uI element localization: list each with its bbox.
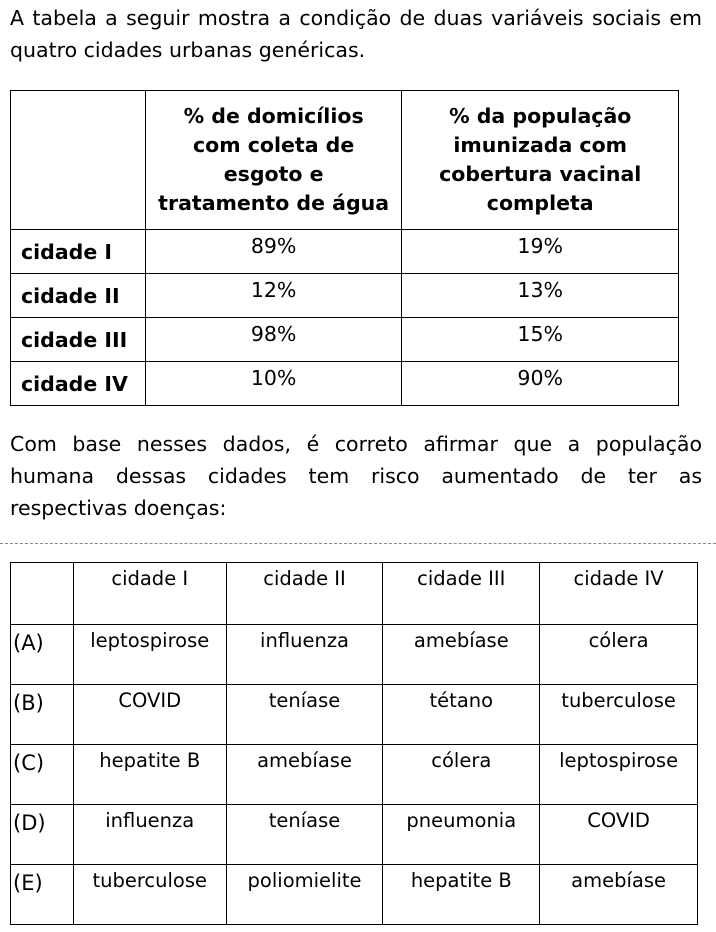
header-empty <box>11 91 146 230</box>
header-empty <box>11 563 74 625</box>
social-variables-table <box>10 90 679 406</box>
disease-cell: influenza <box>73 805 226 865</box>
table-header-row <box>11 91 679 230</box>
disease-cell: COVID <box>73 685 226 745</box>
table-row <box>11 318 679 362</box>
vaccine-value: 15% <box>402 318 679 362</box>
disease-cell: amebíase <box>540 865 698 925</box>
table-row <box>11 230 679 274</box>
sewage-value: 98% <box>145 318 402 362</box>
disease-cell: pneumonia <box>383 805 540 865</box>
vaccine-value: 90% <box>402 362 679 406</box>
sewage-value: 12% <box>145 274 402 318</box>
option-letter[interactable]: (B) <box>11 685 74 745</box>
table-row <box>11 274 679 318</box>
disease-cell: tuberculose <box>540 685 698 745</box>
header-vaccine: % da população imunizada com cobertura vacinal completa <box>402 91 679 230</box>
disease-cell: poliomielite <box>226 865 383 925</box>
option-row-b[interactable] <box>11 685 698 745</box>
disease-cell: amebíase <box>383 625 540 685</box>
disease-cell: tuberculose <box>73 865 226 925</box>
disease-cell: amebíase <box>226 745 383 805</box>
disease-cell: tétano <box>383 685 540 745</box>
vaccine-value: 13% <box>402 274 679 318</box>
sewage-value: 89% <box>145 230 402 274</box>
disease-cell: teníase <box>226 685 383 745</box>
option-letter[interactable]: (A) <box>11 625 74 685</box>
answer-options-table <box>10 562 698 925</box>
header-city-4: cidade IV <box>540 563 698 625</box>
table-header-row <box>11 563 698 625</box>
city-label: cidade I <box>11 230 146 274</box>
question-text: Com base nesses dados, é correto afirmar que a população humana dessas cidades tem risco aumentado de ter as respectivas doenças: <box>10 432 702 520</box>
city-label: cidade III <box>11 318 146 362</box>
disease-cell: cólera <box>383 745 540 805</box>
option-row-d[interactable] <box>11 805 698 865</box>
disease-cell: hepatite B <box>383 865 540 925</box>
city-label: cidade IV <box>11 362 146 406</box>
disease-cell: cólera <box>540 625 698 685</box>
disease-cell: hepatite B <box>73 745 226 805</box>
intro-text: A tabela a seguir mostra a condição de duas variáveis sociais em quatro cidades urbanas genéricas. <box>10 6 702 62</box>
option-row-a[interactable] <box>11 625 698 685</box>
option-row-c[interactable] <box>11 745 698 805</box>
disease-cell: leptospirose <box>540 745 698 805</box>
vaccine-value: 19% <box>402 230 679 274</box>
city-label: cidade II <box>11 274 146 318</box>
dashed-separator <box>0 543 716 544</box>
disease-cell: COVID <box>540 805 698 865</box>
option-letter[interactable]: (D) <box>11 805 74 865</box>
header-city-1: cidade I <box>73 563 226 625</box>
disease-cell: influenza <box>226 625 383 685</box>
option-letter[interactable]: (E) <box>11 865 74 925</box>
table-row <box>11 362 679 406</box>
sewage-value: 10% <box>145 362 402 406</box>
disease-cell: teníase <box>226 805 383 865</box>
header-city-2: cidade II <box>226 563 383 625</box>
option-letter[interactable]: (C) <box>11 745 74 805</box>
option-row-e[interactable] <box>11 865 698 925</box>
header-sewage: % de domicílios com coleta de esgoto e tratamento de água <box>145 91 402 230</box>
disease-cell: leptospirose <box>73 625 226 685</box>
header-city-3: cidade III <box>383 563 540 625</box>
